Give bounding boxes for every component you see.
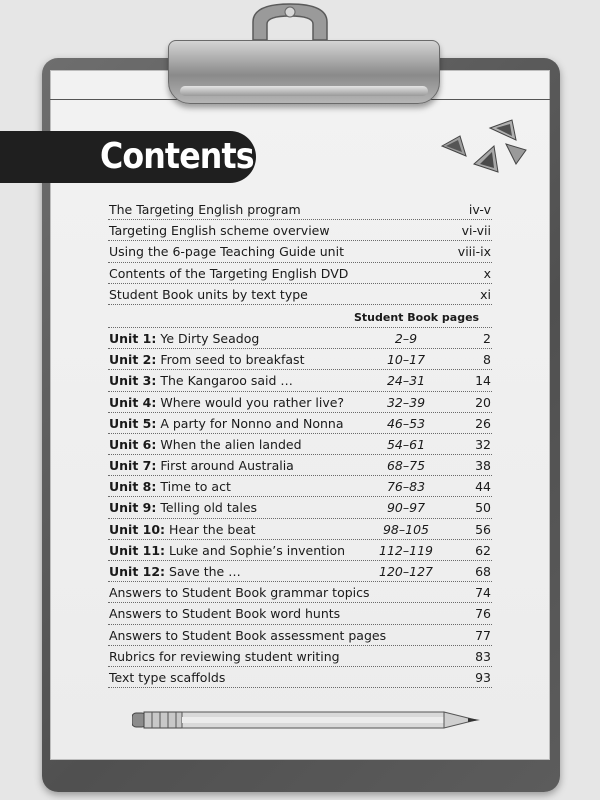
unit-row (108, 392, 492, 413)
unit-row (108, 349, 492, 370)
toc-entry-label: Using the 6-page Teaching Guide unit (109, 244, 344, 260)
toc-entry-label (109, 540, 345, 561)
unit-row (108, 476, 492, 497)
unit-row (108, 455, 492, 476)
toc-entry-label: The Targeting English program (109, 202, 301, 217)
page-number: 38 (475, 458, 491, 474)
unit-number: Unit 8: (109, 479, 157, 495)
page-number: 32 (475, 436, 491, 452)
clip-ridge (180, 86, 428, 96)
student-book-pages: 120–127 (379, 564, 433, 579)
unit-row (108, 434, 492, 455)
unit-number: Unit 11: (109, 542, 166, 558)
page-number: 14 (475, 373, 491, 389)
toc-row (108, 582, 492, 603)
page-number: 44 (475, 479, 491, 495)
page-number: 2 (483, 330, 491, 346)
front-matter-list (108, 199, 492, 305)
toc-entry-label: Contents of the Targeting English DVD (109, 265, 349, 281)
page-number: xi (480, 286, 491, 302)
toc-row (108, 646, 492, 667)
toc-row (108, 667, 492, 688)
toc-row (108, 603, 492, 624)
unit-title: From seed to breakfast (160, 352, 305, 368)
student-book-pages: 46–53 (386, 415, 426, 431)
page-number: 26 (475, 415, 491, 431)
unit-row (108, 561, 492, 582)
student-book-pages: 10–17 (386, 352, 426, 368)
unit-number: Unit 9: (109, 500, 157, 516)
student-book-pages: 2–9 (394, 330, 418, 346)
toc-row (108, 284, 492, 305)
unit-number: Unit 2: (109, 352, 157, 368)
toc-entry-label: Answers to Student Book assessment pages (109, 627, 387, 643)
unit-number: Unit 1: (109, 330, 157, 346)
toc-row (108, 625, 492, 646)
student-book-pages: 112–119 (379, 542, 433, 558)
toc-row (108, 199, 492, 220)
toc-entry-label (109, 413, 344, 434)
unit-row (108, 328, 492, 349)
page-number: iv-v (468, 202, 491, 217)
unit-title: A party for Nonno and Nonna (160, 415, 344, 431)
units-list (108, 328, 492, 582)
unit-row (108, 497, 492, 518)
toc-entry-label (109, 561, 241, 582)
page-number: 56 (475, 521, 491, 537)
student-book-pages-header (108, 308, 492, 328)
toc-entry-label: Targeting English scheme overview (109, 223, 330, 239)
unit-number: Unit 4: (109, 394, 157, 410)
toc-entry-label (109, 434, 302, 455)
toc-entry-label: Text type scaffolds (109, 669, 226, 685)
toc-entry-label: Student Book units by text type (109, 286, 308, 302)
toc-entry-label (109, 392, 344, 413)
table-of-contents (108, 199, 492, 688)
toc-entry-label (109, 328, 259, 349)
page-number: viii-ix (457, 244, 491, 260)
page-number: 77 (475, 627, 491, 643)
page-number: 76 (475, 606, 491, 622)
toc-entry-label: Answers to Student Book grammar topics (109, 585, 370, 601)
page-number: 74 (475, 585, 491, 601)
unit-number: Unit 5: (109, 415, 157, 431)
unit-number: Unit 10: (109, 521, 166, 537)
unit-title: Save the … (169, 564, 241, 579)
page-number: 8 (483, 352, 491, 368)
unit-number: Unit 6: (109, 436, 157, 452)
student-book-pages: 32–39 (386, 394, 426, 410)
student-book-pages: 68–75 (386, 458, 426, 474)
toc-row (108, 241, 492, 262)
unit-title: The Kangaroo said … (160, 373, 293, 389)
unit-row (108, 540, 492, 561)
student-book-pages: 24–31 (386, 373, 426, 389)
page-number: 83 (475, 648, 491, 664)
toc-entry-label (109, 497, 257, 518)
unit-number: Unit 7: (109, 458, 157, 474)
page-number: 20 (475, 394, 491, 410)
page-number: 93 (475, 669, 491, 685)
unit-title: Where would you rather live? (160, 394, 345, 410)
toc-row (108, 220, 492, 241)
toc-entry-label (109, 476, 231, 497)
toc-entry-label (109, 455, 294, 476)
toc-row (108, 263, 492, 284)
unit-number: Unit 3: (109, 373, 157, 389)
unit-row (108, 519, 492, 540)
page-number: vi-vii (461, 223, 491, 239)
student-book-pages-label: Student Book pages (354, 310, 480, 324)
unit-row (108, 370, 492, 391)
unit-row (108, 413, 492, 434)
clip-ring-icon (235, 0, 345, 40)
pencil-icon (132, 708, 484, 732)
toc-entry-label: Rubrics for reviewing student writing (109, 648, 340, 664)
back-matter-list (108, 582, 492, 688)
student-book-pages: 90–97 (386, 500, 426, 516)
page-number: 68 (475, 564, 491, 579)
pencil-shavings-icon (432, 116, 532, 180)
student-book-pages: 98–105 (382, 521, 429, 537)
page-number: 50 (475, 500, 491, 516)
unit-title: First around Australia (160, 458, 294, 474)
toc-entry-label (109, 349, 304, 370)
page-number: 62 (475, 542, 491, 558)
toc-entry-label (109, 519, 256, 540)
unit-title: Telling old tales (160, 500, 258, 516)
unit-title: Luke and Sophie’s invention (169, 542, 346, 558)
toc-entry-label: Answers to Student Book word hunts (109, 606, 341, 622)
unit-title: Ye Dirty Seadog (160, 330, 260, 346)
page-number: x (483, 265, 491, 281)
page-title: Contents (100, 136, 254, 177)
unit-title: Time to act (160, 479, 231, 495)
unit-title: Hear the beat (169, 521, 256, 537)
unit-number: Unit 12: (109, 564, 166, 579)
student-book-pages: 76–83 (386, 479, 426, 495)
toc-entry-label (109, 370, 293, 391)
student-book-pages: 54–61 (386, 436, 426, 452)
unit-title: When the alien landed (160, 436, 302, 452)
